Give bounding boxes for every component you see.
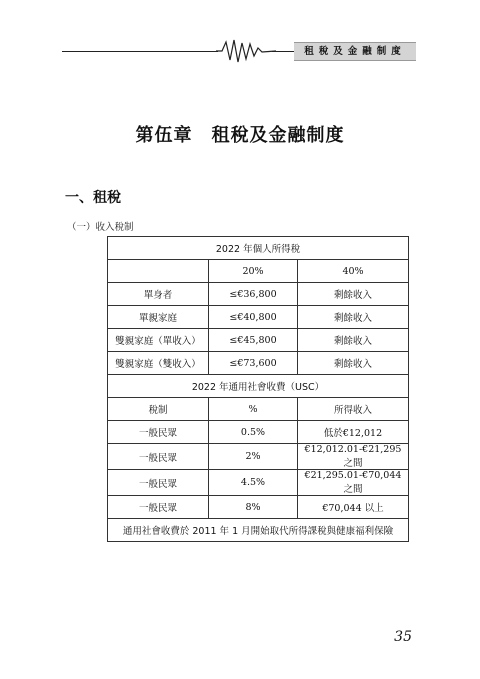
table-cell: €12,012.01-€21,295 之間	[298, 444, 409, 470]
table-header-cell: 40%	[298, 260, 409, 283]
table-footnote: 通用社會收費於 2011 年 1 月開始取代所得課稅與健康福利保險	[108, 519, 409, 542]
chapter-title: 第伍章 租稅及金融制度	[135, 125, 345, 146]
table-cell: €70,044 以上	[298, 496, 409, 519]
table-cell: 雙親家庭（單收入）	[108, 329, 209, 352]
heartbeat-icon	[216, 38, 276, 64]
table-cell: 雙親家庭（雙收入）	[108, 352, 209, 375]
table-cell: 低於€12,012	[298, 421, 409, 444]
table-row	[108, 352, 409, 375]
table-cell: 單親家庭	[108, 306, 209, 329]
table-row	[108, 444, 409, 470]
table-cell: 一般民眾	[108, 496, 209, 519]
header-rule-right	[272, 51, 294, 52]
table-cell: 單身者	[108, 283, 209, 306]
table-cell	[108, 260, 209, 283]
table-row	[108, 329, 409, 352]
table-row	[108, 306, 409, 329]
page-number: 35	[394, 629, 412, 645]
table-row	[108, 470, 409, 496]
table-cell: 一般民眾	[108, 421, 209, 444]
table-row	[108, 260, 409, 283]
table-cell: €21,295.01-€70,044 之間	[298, 470, 409, 496]
table-header-cell: 稅制	[108, 398, 209, 421]
table-cell: 剩餘收入	[298, 283, 409, 306]
usc-title: 2022 年通用社會收費（USC）	[108, 375, 409, 398]
table-cell: 剩餘收入	[298, 306, 409, 329]
table-cell: ≤€36,800	[209, 283, 298, 306]
table-row	[108, 519, 409, 542]
section-title: 一、租稅	[65, 190, 121, 206]
table-header-cell: %	[209, 398, 298, 421]
table-cell: ≤€73,600	[209, 352, 298, 375]
table-cell: ≤€45,800	[209, 329, 298, 352]
table-row	[108, 237, 409, 260]
table-cell: 一般民眾	[108, 470, 209, 496]
table-header-cell: 所得收入	[298, 398, 409, 421]
table-row	[108, 421, 409, 444]
header-rule-left	[62, 51, 218, 52]
table-cell: ≤€40,800	[209, 306, 298, 329]
table-cell: 剩餘收入	[298, 329, 409, 352]
table-cell: 4.5%	[209, 470, 298, 496]
table-header-cell: 20%	[209, 260, 298, 283]
table-row	[108, 283, 409, 306]
subsection-title: （一）收入稅制	[67, 222, 134, 233]
income-tax-title: 2022 年個人所得稅	[108, 237, 409, 260]
table-cell: 8%	[209, 496, 298, 519]
table-cell: 0.5%	[209, 421, 298, 444]
table-cell: 剩餘收入	[298, 352, 409, 375]
table-row	[108, 496, 409, 519]
running-header-title: 租稅及金融制度	[294, 42, 416, 61]
table-row	[108, 375, 409, 398]
table-cell: 2%	[209, 444, 298, 470]
tax-table	[107, 236, 409, 542]
table-row	[108, 398, 409, 421]
table-cell: 一般民眾	[108, 444, 209, 470]
